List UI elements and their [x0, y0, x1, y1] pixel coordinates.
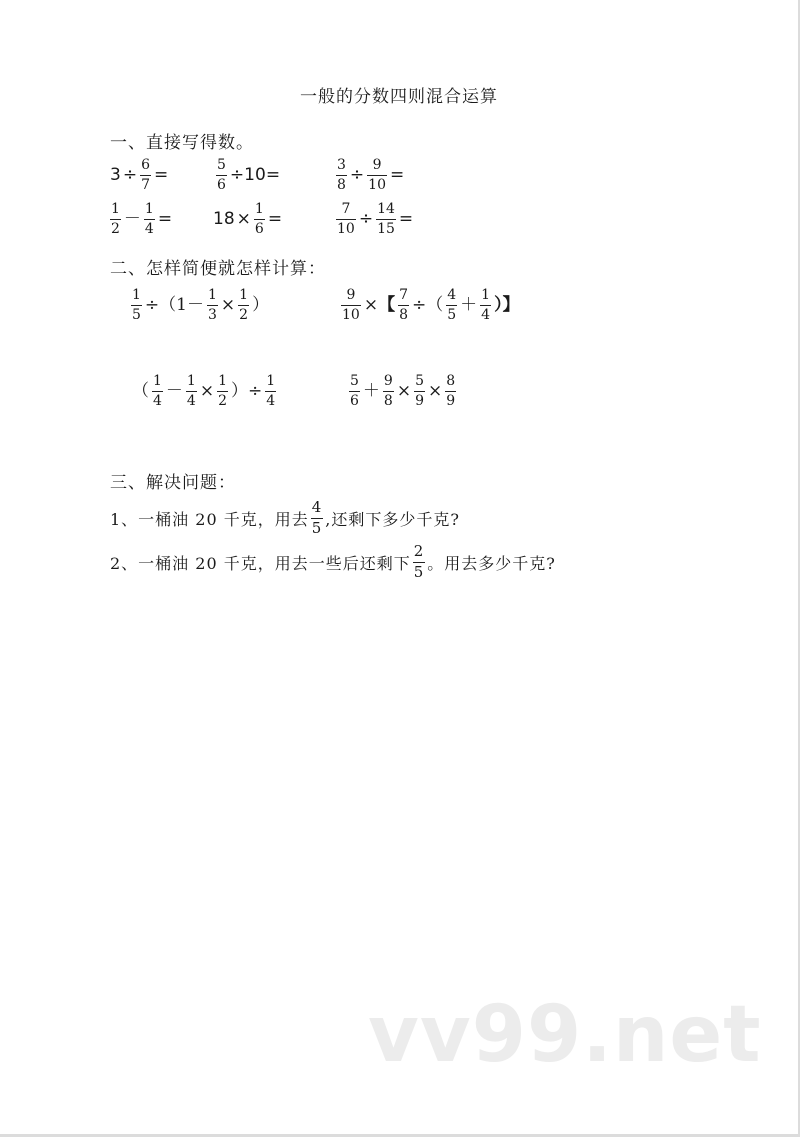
quick-calc-item-4: $\frac{1}{2}$ － $\frac{1}{4}$ = [111, 201, 173, 237]
simplify-expr-4: $\frac{5}{6}$ ＋ $\frac{9}{8}$ × $\frac{5}{9}$ × $\frac{8}{9}$ [350, 373, 456, 409]
fraction: $\frac{3}{8}$ [337, 157, 346, 193]
fraction: $\frac{6}{7}$ [141, 157, 150, 193]
fraction: $\frac{8}{9}$ [446, 373, 456, 409]
quick-calc-item-2: $\frac{5}{6}$ ÷ 10 = [217, 157, 281, 193]
fraction: $\frac{14}{15}$ [377, 201, 395, 237]
fraction: $\frac{9}{10}$ [368, 157, 386, 193]
fraction: $\frac{1}{2}$ [239, 287, 249, 323]
simplify-expr-1: $\frac{1}{5}$ ÷ （1－ $\frac{1}{3}$ × $\frac{1}{2}$ ） [132, 287, 270, 323]
watermark: vv99.net [368, 990, 762, 1080]
quick-calc-item-3: $\frac{3}{8}$ ÷ $\frac{9}{10}$ = [337, 157, 405, 193]
fraction: $\frac{7}{8}$ [399, 287, 408, 323]
fraction: $\frac{9}{8}$ [383, 373, 393, 409]
fraction: $\frac{1}{4}$ [144, 201, 154, 237]
fraction: $\frac{1}{4}$ [481, 287, 491, 323]
section-1-heading: 一、直接写得数。 [110, 133, 254, 153]
quick-calc-item-6: $\frac{7}{10}$ ÷ $\frac{14}{15}$ = [337, 201, 414, 237]
fraction: $\frac{7}{10}$ [337, 201, 355, 237]
fraction: $\frac{5}{6}$ [350, 373, 359, 409]
fraction: $\frac{1}{4}$ [266, 373, 276, 409]
fraction: $\frac{1}{3}$ [208, 287, 217, 323]
fraction: $\frac{1}{4}$ [186, 373, 196, 409]
fraction: $\frac{1}{4}$ [153, 373, 162, 409]
word-problem-1: 1、一桶油 20 千克，用去 $\frac{4}{5}$ ,还剩下多少千克? [110, 498, 460, 537]
simplify-expr-3: （ $\frac{1}{4}$ － $\frac{1}{4}$ × $\frac{1}{2}$ ） ÷ $\frac{1}{4}$ [132, 373, 276, 409]
fraction: $\frac{1}{6}$ [254, 201, 264, 237]
fraction: $\frac{1}{2}$ [111, 201, 120, 237]
section-3-heading: 三、解决问题： [110, 473, 236, 493]
fraction: $\frac{9}{10}$ [342, 287, 360, 323]
fraction: $\frac{1}{5}$ [132, 287, 141, 323]
fraction: $\frac{4}{5}$ [447, 287, 457, 323]
simplify-expr-2: $\frac{9}{10}$ × 【 $\frac{7}{8}$ ÷ （ $\frac{4}{5}$ ＋ $\frac{1}{4}$ ）】 [342, 287, 520, 323]
word-problem-2: 2、一桶油 20 千克，用去一些后还剩下 $\frac{2}{5}$ 。用去多少千克? [110, 542, 556, 581]
fraction: $\frac{4}{5}$ [311, 498, 323, 537]
fraction: $\frac{5}{6}$ [217, 157, 226, 193]
fraction: $\frac{1}{2}$ [218, 373, 228, 409]
fraction: $\frac{2}{5}$ [413, 542, 425, 581]
quick-calc-item-5: 18 × $\frac{1}{6}$ = [213, 201, 283, 237]
quick-calc-item-1: 3 ÷ $\frac{6}{7}$ = [110, 157, 169, 193]
page-title: 一般的分数四则混合运算 [300, 87, 498, 107]
section-2-heading: 二、怎样简便就怎样计算： [110, 259, 326, 279]
fraction: $\frac{5}{9}$ [415, 373, 425, 409]
